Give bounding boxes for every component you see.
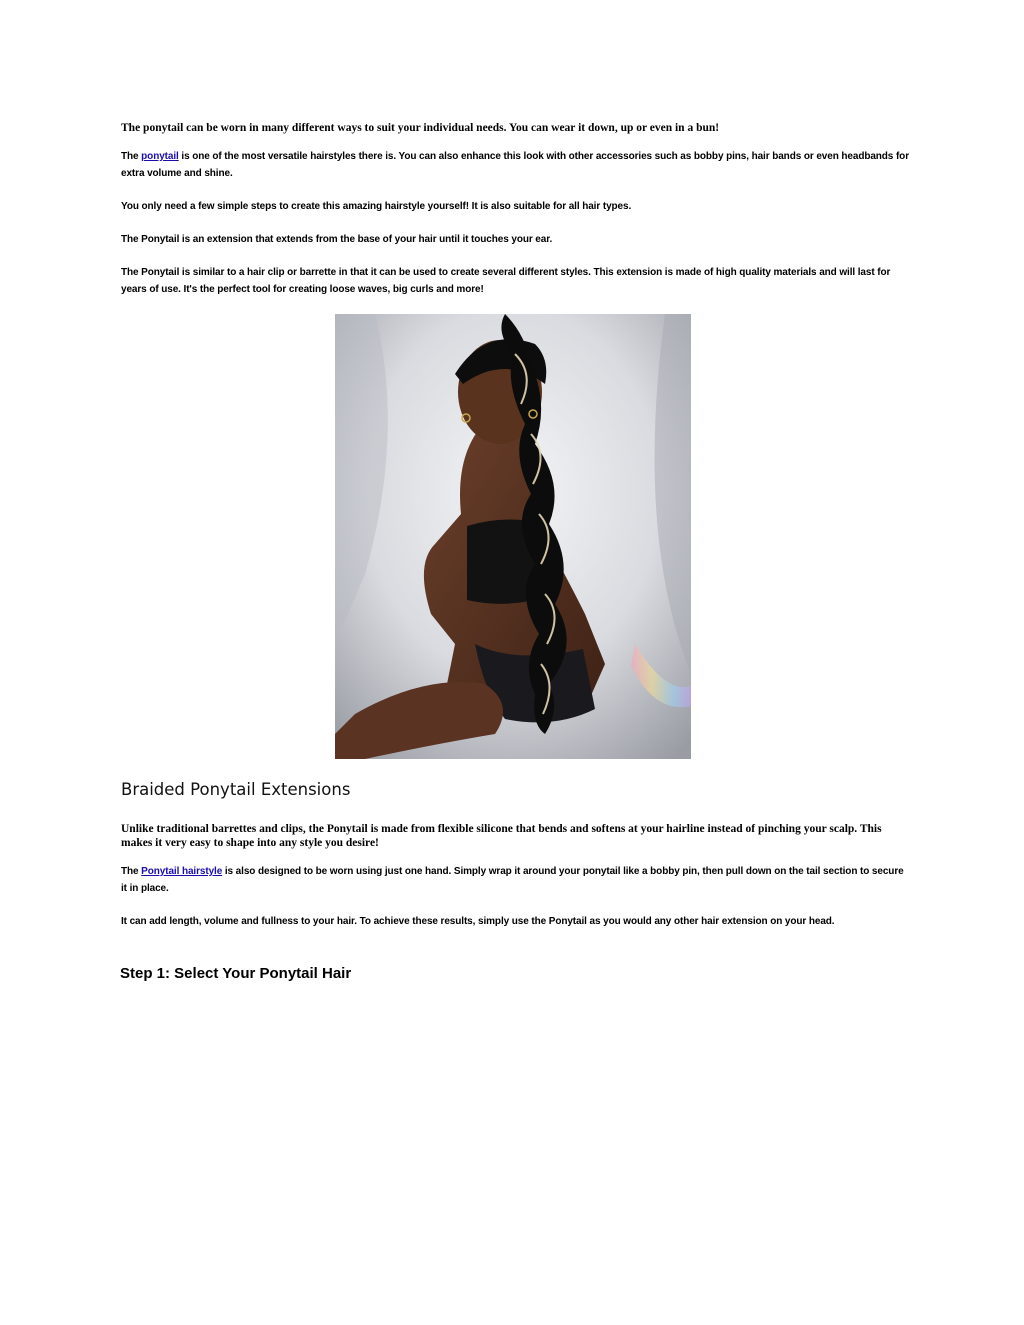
intro-paragraph-2: You only need a few simple steps to create this amazing hairstyle yourself! It is also suitable for all hair types.	[121, 201, 632, 212]
intro-paragraph-1-pre: The	[121, 151, 142, 162]
ponytail-hairstyle-link[interactable]: Ponytail hairstyle	[141, 866, 223, 877]
section-paragraph-2: It can add length, volume and fullness to your hair. To achieve these results, simply use the Ponytail as you would any other hair extension on your head.	[121, 916, 835, 927]
step-heading: Step 1: Select Your Ponytail Hair	[120, 965, 352, 982]
section-lead: Unlike traditional barrettes and clips, the Ponytail is made from flexible silicone that bends and softens at your hairline instead of pinching your scalp. This makes it very easy to shape into any style you desire!	[121, 823, 882, 849]
ponytail-link[interactable]: ponytail	[141, 151, 179, 162]
intro-paragraph-1-post: is one of the most versatile hairstyles there is. You can also enhance this look with other accessories such as bobby pins, hair bands or even headbands for extra volume and shine.	[121, 151, 909, 179]
ponytail-model-photo	[335, 314, 691, 759]
intro-paragraph-4: The Ponytail is similar to a hair clip or barrette in that it can be used to create several different styles. This extension is made of high quality materials and will last for years of use. It's the perfect tool for creating loose waves, big curls and more!	[121, 267, 891, 295]
intro-paragraph-3: The Ponytail is an extension that extends from the base of your hair until it touches your ear.	[121, 234, 553, 245]
section-paragraph-1-post: is also designed to be worn using just one hand. Simply wrap it around your ponytail like a bobby pin, then pull down on the tail section to secure it in place.	[121, 866, 904, 894]
section-paragraph-1	[121, 863, 911, 897]
section-heading: Braided Ponytail Extensions	[121, 780, 351, 799]
section-paragraph-1-pre: The	[121, 866, 142, 877]
intro-lead: The ponytail can be worn in many different ways to suit your individual needs. You can wear it down, up or even in a bun!	[121, 122, 720, 134]
intro-paragraph-1	[121, 148, 911, 182]
